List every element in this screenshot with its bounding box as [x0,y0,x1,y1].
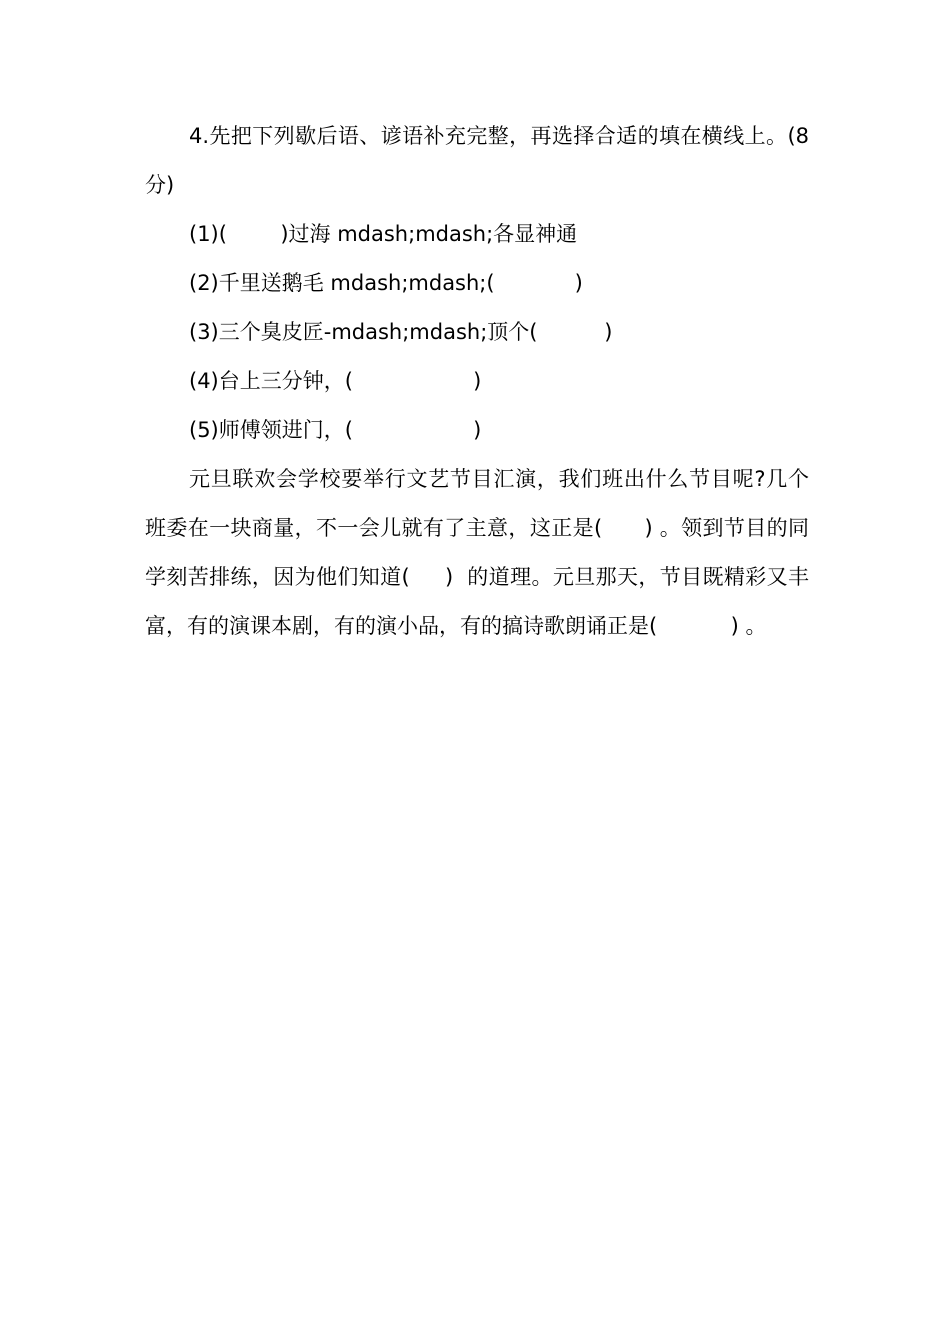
question-passage: 元旦联欢会学校要举行文艺节目汇演，我们班出什么节目呢?几个班委在一块商量，不一会儿就有了主意，这正是( ) 。领到节目的同学刻苦排练，因为他们知道( ) 的道理。元旦那天，节目既精彩又丰富，有的演课本剧，有的演小品，有的搞诗歌朗诵正是( ) 。 [145,467,809,638]
question-block [145,112,809,651]
question-item-1: (1)( )过海 mdash;mdash;各显神通 [189,222,578,246]
question-item-3: (3)三个臭皮匠-mdash;mdash;顶个( ) [189,320,613,344]
question-item-5: (5)师傅领进门，( ) [189,418,482,442]
question-item-2: (2)千里送鹅毛 mdash;mdash;( ) [189,271,583,295]
question-item-4: (4)台上三分钟，( ) [189,369,482,393]
question-prompt: 4.先把下列歇后语、谚语补充完整，再选择合适的填在横线上。(8分) [145,124,809,197]
